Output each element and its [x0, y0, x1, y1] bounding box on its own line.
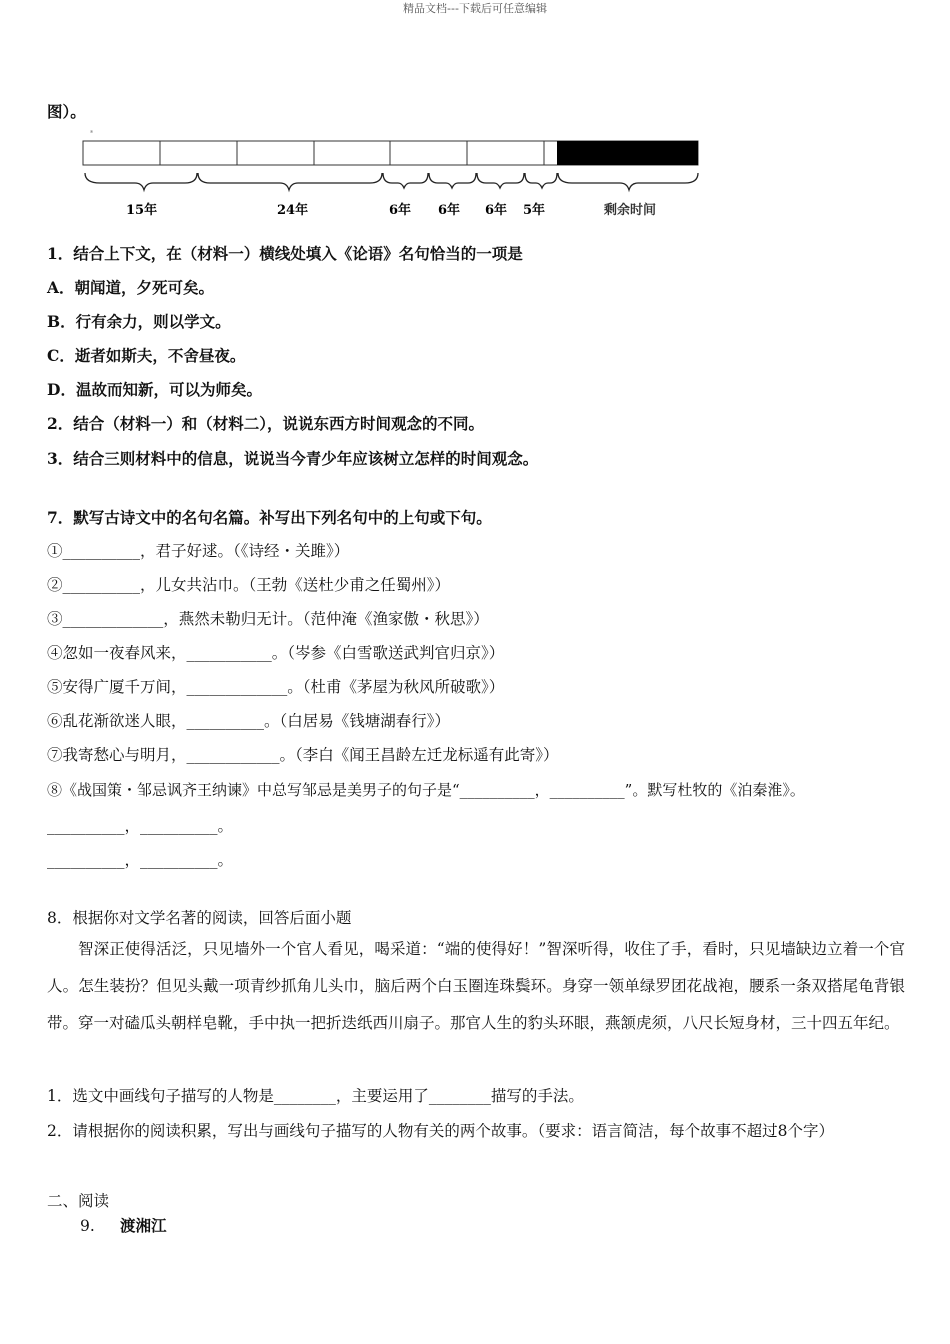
q7-item-5: ⑤安得广厦千万间，_____________。（杜甫《茅屋为秋风所破歌》） — [47, 678, 505, 696]
q9-title: 渡湘江 — [120, 1216, 167, 1235]
label-6c: 6年 — [485, 203, 508, 218]
q7-item-10: __________，__________。 — [47, 851, 234, 869]
lifetime-timeline-figure — [80, 128, 705, 223]
q9-number: 9. — [80, 1217, 95, 1235]
label-6a: 6年 — [389, 203, 412, 218]
q8-sub1: 1．选文中画线句子描写的人物是________，主要运用了________描写的手法。 — [47, 1087, 584, 1105]
q1-option-c: C．逝者如斯夫，不舍昼夜。 — [47, 346, 246, 365]
q7-item-1: ①__________，君子好逑。（《诗经・关雎》） — [47, 542, 350, 560]
q1-option-a: A．朝闻道，夕死可矣。 — [47, 278, 215, 297]
label-6b: 6年 — [438, 203, 461, 218]
q7-item-3: ③_____________，燕然未勒归无计。（范仲淹《渔家傲・秋思》） — [47, 610, 489, 628]
q1-option-b: B．行有余力，则以学文。 — [47, 312, 231, 331]
figure-caption-tail: 图）。 — [47, 102, 86, 121]
q7-item-9: __________，__________。 — [47, 817, 234, 835]
brace-6c — [477, 173, 524, 188]
q2-stem: 2．结合（材料一）和（材料二），说说东西方时间观念的不同。 — [47, 414, 485, 433]
svg-text:*: * — [90, 130, 94, 137]
q7-item-8: ⑧《战国策・邹忌讽齐王纳谏》中总写邹忌是美男子的句子是“__________，__________”。默写杜牧的《泊秦淮》。 — [47, 781, 805, 799]
label-24: 24年 — [277, 203, 309, 218]
remaining-time-bar — [557, 141, 698, 165]
label-remaining: 剩余时间 — [604, 203, 657, 218]
q8-sub2: 2．请根据你的阅读积累，写出与画线句子描写的人物有关的两个故事。（要求：语言简洁，每个故事不超过8个字） — [47, 1122, 834, 1140]
q7-item-4: ④忽如一夜春风来，___________。（岑参《白雪歌送武判官归京》） — [47, 644, 505, 662]
q7-item-7: ⑦我寄愁心与明月，____________。（李白《闻王昌龄左迁龙标遥有此寄》） — [47, 746, 559, 764]
q8-title: 8．根据你对文学名著的阅读，回答后面小题 — [47, 909, 352, 927]
q1-stem: 1．结合上下文，在（材料一）横线处填入《论语》名句恰当的一项是 — [47, 244, 523, 263]
page-header: 精品文档---下载后可任意编辑 — [403, 2, 547, 15]
q1-option-d: D．温故而知新，可以为师矣。 — [47, 380, 262, 399]
q7-item-6: ⑥乱花渐欲迷人眼，__________。（白居易《钱塘湖春行》） — [47, 712, 451, 730]
q8-passage: 智深正使得活泛，只见墙外一个官人看见，喝采道：“端的使得好！”智深听得，收住了手，看时，只见墙缺边立着一个官人。怎生装扮？但见头戴一项青纱抓角儿头巾，脑后两个白玉圈连珠鬓环。身穿一领单绿罗团花战袍，腰系一条双搭尾龟背银带。穿一对磕瓜头朝样皂靴，手中执一把折迭纸西川扇子。那官人生的豹头环眼，燕颔虎须，八尺长短身材，三十四五年纪。 — [47, 940, 905, 1032]
section-two-heading: 二、阅读 — [47, 1192, 110, 1210]
brace-6a — [383, 173, 428, 188]
label-5: 5年 — [523, 203, 546, 218]
brace-24 — [198, 173, 382, 190]
brace-5 — [525, 173, 557, 188]
brace-15 — [85, 173, 197, 190]
q7-title: 7．默写古诗文中的名句名篇。补写出下列名句中的上句或下句。 — [47, 508, 492, 527]
brace-6b — [429, 173, 476, 188]
q3-stem: 3．结合三则材料中的信息，说说当今青少年应该树立怎样的时间观念。 — [47, 449, 539, 468]
q7-item-2: ②__________，儿女共沾巾。（王勃《送杜少甫之任蜀州》） — [47, 576, 451, 594]
brace-remaining — [558, 173, 698, 190]
label-15: 15年 — [126, 203, 158, 218]
